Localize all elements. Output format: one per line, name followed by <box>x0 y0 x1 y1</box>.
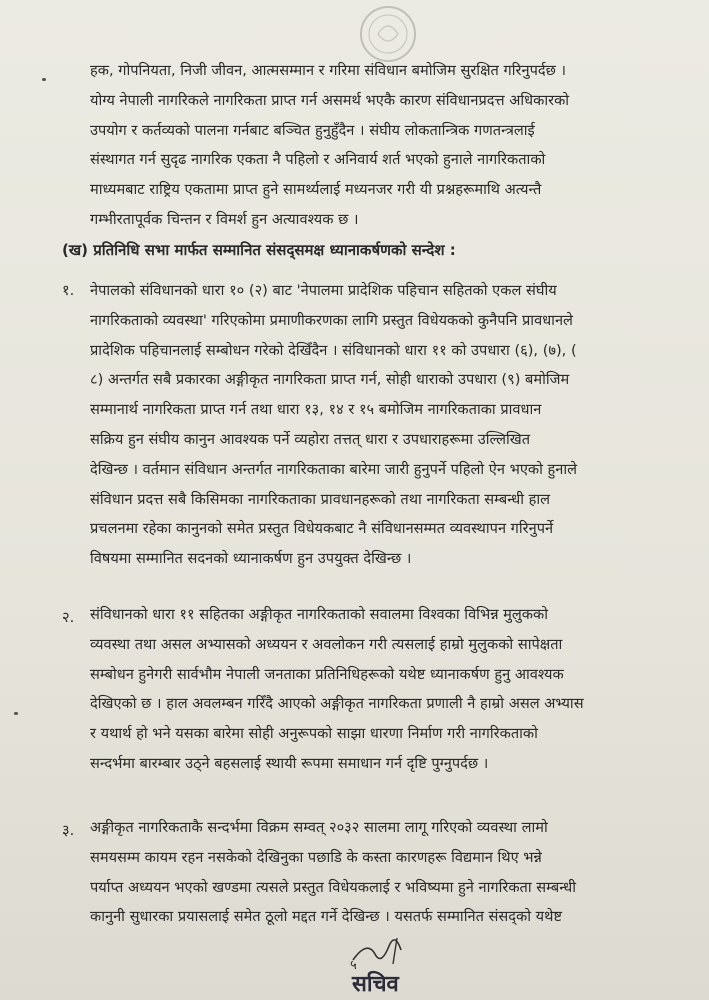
office-seal-icon <box>348 4 428 64</box>
text-line: पर्याप्त अध्ययन भएको खण्डमा त्यसले प्रस्तुत विधेयकलाई र भविष्यमा हुने नागरिकता सम्बन्धी <box>90 878 577 896</box>
page-number: ५ <box>350 958 357 973</box>
text-line: समयसम्म कायम रहन नसकेको देखिनुका पछाडि के कस्ता कारणहरू विद्यमान थिए भन्ने <box>90 848 542 866</box>
text-line: संस्थागत गर्न सुदृढ नागरिक एकता नै पहिलो र अनिवार्य शर्त भएको हुनाले नागरिकताको <box>90 151 546 169</box>
text-line: देखिएको छ । हाल अवलम्बन गरिँदै आएको अङ्गीकृत नागरिकता प्रणाली नै हाम्रो असल अभ्यास <box>90 695 584 713</box>
item-number: २. <box>62 609 75 626</box>
text-line: हक, गोपनियता, निजी जीवन, आत्मसम्मान र गरिमा संविधान बमोजिम सुरक्षित गरिनुपर्दछ । <box>90 62 567 79</box>
item-paragraph-1 <box>90 276 665 574</box>
text-line: संविधानको धारा ११ सहितका अङ्गीकृत नागरिकताको सवालमा विश्वका विभिन्न मुलुकको <box>90 606 548 623</box>
text-line: सम्बोधन हुनेगरी सार्वभौम नेपाली जनताका प्रतिनिधिहरूको यथेष्ट ध्यानाकर्षण हुनु आवश्यक <box>90 665 564 683</box>
intro-paragraph <box>90 56 665 235</box>
text-line: माध्यमबाट राष्ट्रिय एकतामा प्राप्त हुने सामर्थ्यलाई मध्यनजर गरी यी प्रश्नहरूमाथि अत्यन्तै <box>90 181 542 199</box>
section-heading: (ख) प्रतिनिधि सभा मार्फत सम्मानित संसद्समक्ष ध्यानाकर्षणको सन्देश : <box>62 241 456 259</box>
text-line: सन्दर्भमा बारम्बार उठ्ने बहसलाई स्थायी रूपमा समाधान गर्न दृष्टि पुग्नुपर्दछ । <box>90 754 489 772</box>
item-number: १. <box>62 282 75 299</box>
text-line: सम्मानार्थ नागरिकता प्राप्त गर्न तथा धारा १३, १४ र १५ बमोजिम नागरिकताका प्रावधान <box>90 401 542 419</box>
item-paragraph-2 <box>90 600 665 779</box>
text-line: र यथार्थ हो भने यसका बारेमा सोही अनुरूपको साझा धारणा निर्माण गरी नागरिकताको <box>90 725 538 743</box>
text-line: नागरिकताको व्यवस्था' गरिएकोमा प्रमाणीकरणका लागि प्रस्तुत विधेयकको कुनैपनि प्रावधानले <box>90 311 573 329</box>
text-line: सक्रिय हुन संघीय कानुन आवश्यक पर्ने व्यहोरा तत्तत् धारा र उपधाराहरूमा उल्लिखित <box>90 430 531 448</box>
text-line: ८) अन्तर्गत सबै प्रकारका अङ्गीकृत नागरिकता प्राप्त गर्न, सोही धाराको उपधारा (९) बमोजिम <box>90 371 570 389</box>
text-line: गम्भीरतापूर्वक चिन्तन र विमर्श हुन अत्यावश्यक छ । <box>90 210 359 228</box>
text-line: विषयमा सम्मानित सदनको ध्यानाकर्षण हुन उपयुक्त देखिन्छ । <box>90 550 412 568</box>
text-line: प्रादेशिक पहिचानलाई सम्बोधन गरेको देखिँदैन । संविधानको धारा ११ को उपधारा (६), (७), ( <box>90 341 577 359</box>
text-line: संविधान प्रदत्त सबै किसिमका नागरिकताका प्रावधानहरूको तथा नागरिकता सम्बन्धी हाल <box>90 490 551 508</box>
margin-mark <box>14 712 18 715</box>
margin-mark <box>42 78 46 81</box>
text-line: नेपालको संविधानको धारा १० (२) बाट 'नेपालमा प्रादेशिक पहिचान सहितको एकल संघीय <box>90 282 557 299</box>
text-line: उपयोग र कर्तव्यको पालना गर्नबाट बञ्चित हुनुहुँदैन । संघीय लोकतान्त्रिक गणतन्त्रलाई <box>90 121 535 139</box>
text-line: योग्य नेपाली नागरिकले नागरिकता प्राप्त गर्न असमर्थ भएकै कारण संविधानप्रदत्त अधिकारको <box>90 91 570 109</box>
text-line: देखिन्छ । वर्तमान संविधान अन्तर्गत नागरिकताका बारेमा जारी हुनुपर्ने पहिलो ऐन भएको हुनाले <box>90 460 578 478</box>
text-line: अङ्गीकृत नागरिकताकै सन्दर्भमा विक्रम सम्वत् २०३२ सालमा लागू गरिएको व्यवस्था लामो <box>90 819 548 836</box>
item-number: ३. <box>62 822 75 839</box>
text-line: कानुनी सुधारका प्रयासलाई समेत ठूलो मद्दत गर्ने देखिन्छ । यसतर्फ सम्मानित संसद्को यथेष्ट <box>90 908 562 926</box>
secretary-signature-label: सचिव <box>352 972 399 997</box>
text-line: व्यवस्था तथा असल अभ्यासको अध्ययन र अवलोकन गरी त्यसलाई हाम्रो मुलुकको सापेक्षता <box>90 635 563 653</box>
item-paragraph-3 <box>90 813 665 932</box>
text-line: प्रचलनमा रहेका कानुनको समेत प्रस्तुत विधेयकबाट नै संविधानसम्मत व्यवस्थापन गरिनुपर्ने <box>90 520 554 538</box>
